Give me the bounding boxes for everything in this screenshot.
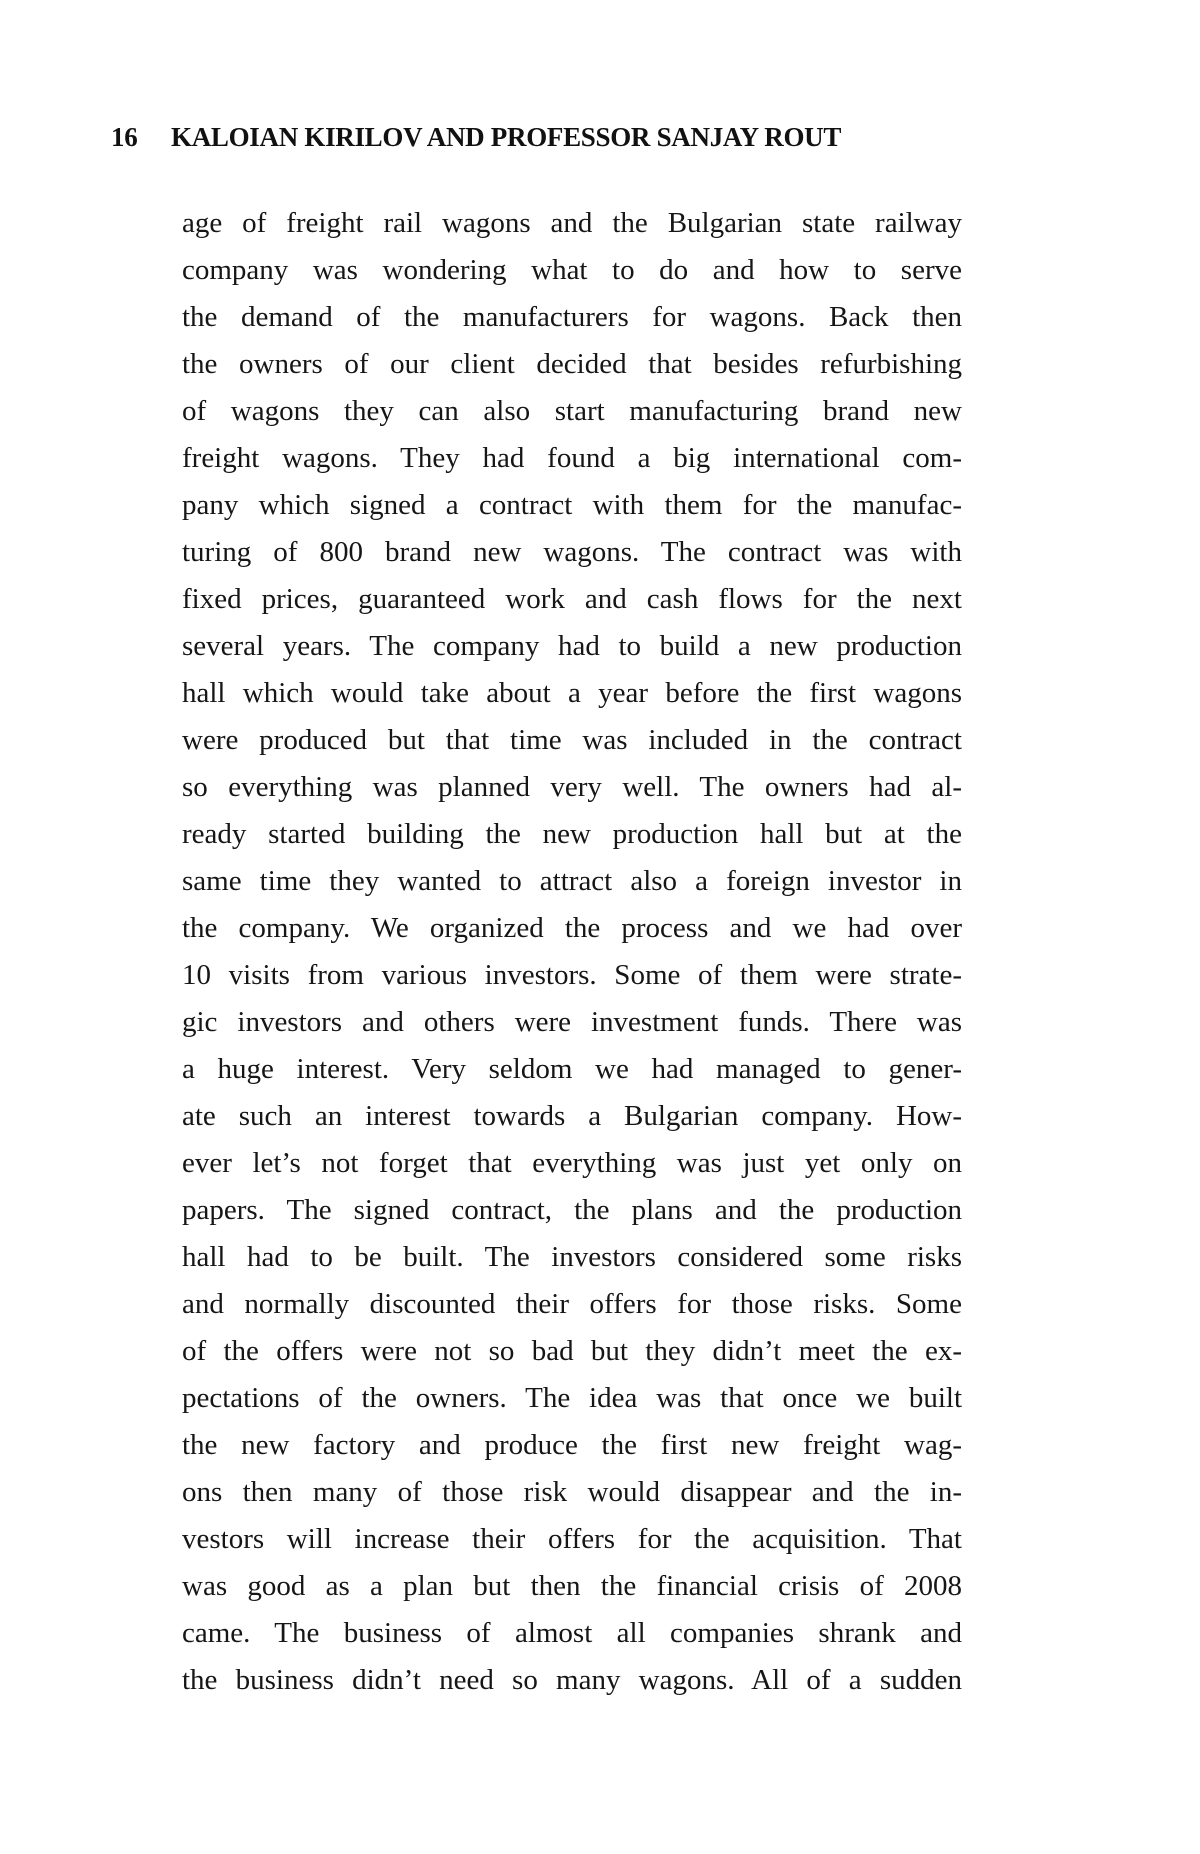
text-line: hall had to be built. The investors considered some risks	[182, 1241, 962, 1273]
text-line: was good as a plan but then the financial crisis of 2008	[182, 1570, 962, 1602]
text-line: 10 visits from various investors. Some of them were strate-	[182, 959, 962, 991]
text-line: the company. We organized the process and we had over	[182, 912, 962, 944]
text-line: freight wagons. They had found a big international com-	[182, 442, 962, 474]
text-line: so everything was planned very well. The owners had al-	[182, 771, 962, 803]
text-line: and normally discounted their offers for those risks. Some	[182, 1288, 962, 1320]
text-line: same time they wanted to attract also a foreign investor in	[182, 865, 962, 897]
text-line: fixed prices, guaranteed work and cash flows for the next	[182, 583, 962, 615]
text-line: ready started building the new production hall but at the	[182, 818, 962, 850]
text-line: gic investors and others were investment funds. There was	[182, 1006, 962, 1038]
text-line: pectations of the owners. The idea was that once we built	[182, 1382, 962, 1414]
text-line: several years. The company had to build a new production	[182, 630, 962, 662]
text-line: the owners of our client decided that besides refurbishing	[182, 348, 962, 380]
text-line: came. The business of almost all companies shrank and	[182, 1617, 962, 1649]
running-title: KALOIAN KIRILOV AND PROFESSOR SANJAY ROUT	[171, 122, 842, 152]
text-line: ate such an interest towards a Bulgarian company. How-	[182, 1100, 962, 1132]
body-text	[182, 200, 962, 1704]
text-line: ons then many of those risk would disappear and the in-	[182, 1476, 962, 1508]
text-line: of the offers were not so bad but they didn’t meet the ex-	[182, 1335, 962, 1367]
page-number: 16	[111, 122, 138, 152]
text-line: age of freight rail wagons and the Bulgarian state railway	[182, 207, 962, 239]
text-line: pany which signed a contract with them for the manufac-	[182, 489, 962, 521]
text-line: company was wondering what to do and how to serve	[182, 254, 962, 286]
text-line: turing of 800 brand new wagons. The contract was with	[182, 536, 962, 568]
text-line: were produced but that time was included in the contract	[182, 724, 962, 756]
text-line: the new factory and produce the first new freight wag-	[182, 1429, 962, 1461]
text-line: papers. The signed contract, the plans and the production	[182, 1194, 962, 1226]
text-line: the business didn’t need so many wagons. All of a sudden	[182, 1664, 962, 1696]
text-line: ever let’s not forget that everything was just yet only on	[182, 1147, 962, 1179]
text-line: the demand of the manufacturers for wagons. Back then	[182, 301, 962, 333]
text-line: hall which would take about a year before the first wagons	[182, 677, 962, 709]
text-line: vestors will increase their offers for the acquisition. That	[182, 1523, 962, 1555]
running-header	[111, 120, 973, 154]
text-line: a huge interest. Very seldom we had managed to gener-	[182, 1053, 962, 1085]
text-line: of wagons they can also start manufacturing brand new	[182, 395, 962, 427]
